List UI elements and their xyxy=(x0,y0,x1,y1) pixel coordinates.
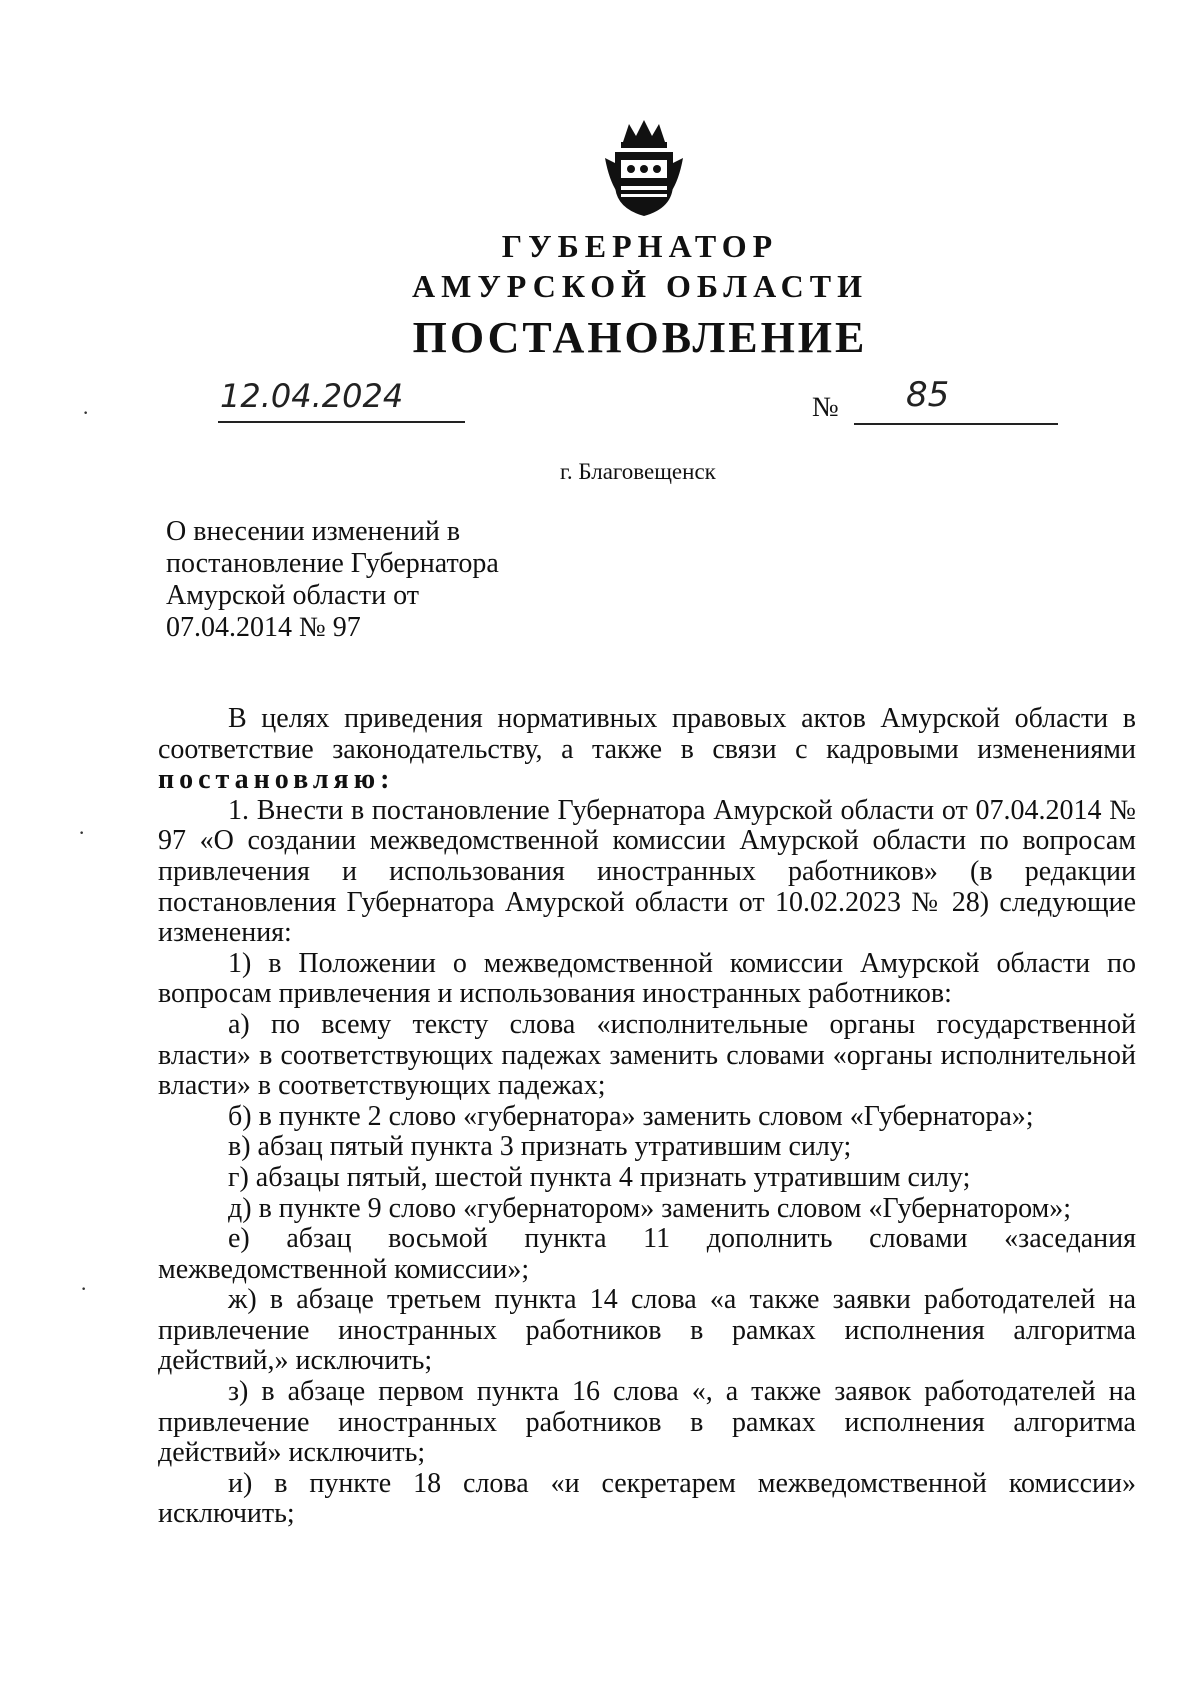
document-subject xyxy=(166,516,499,644)
issuer-region: АМУРСКОЙ ОБЛАСТИ xyxy=(412,268,868,304)
city-label: г. Благовещенск xyxy=(560,459,716,484)
decree-word xyxy=(158,765,1136,796)
decree-keyword: постановляю: xyxy=(158,764,395,796)
handwritten-number: 85 xyxy=(906,375,950,415)
subject-line: Амурской области от xyxy=(166,580,419,611)
issuer-title: ГУБЕРНАТОР xyxy=(501,228,779,264)
scan-dot: · xyxy=(82,400,90,425)
document-body xyxy=(158,704,1136,1530)
clause-1: 1. Внести в постановление Губернатора Амурской области от 07.04.2014 № 97 «О создании межведомственной комиссии Амурской области по вопросам привлечения и использования иностранных работников» (в редакции постановления Губернатора Амурской области от 10.02.2023 № 28) следующие изменения: xyxy=(158,794,1136,949)
number-sign: № xyxy=(812,392,839,423)
subject-line: постановление Губернатора xyxy=(166,548,499,579)
intro-paragraph: В целях приведения нормативных правовых актов Амурской области в соответствие законодательству, а также в связи с кадровыми изменениями xyxy=(158,703,1136,765)
list-item: д) в пункте 9 слово «губернатором» заменить словом «Губернатором»; xyxy=(228,1192,1072,1224)
clause-1-1: 1) в Положении о межведомственной комиссии Амурской области по вопросам привлечения и использования иностранных работников: xyxy=(158,947,1136,1010)
subject-line: О внесении изменений в xyxy=(166,516,461,547)
list-item: в) абзац пятый пункта 3 признать утратившим силу; xyxy=(228,1131,852,1163)
scan-dot: · xyxy=(80,1276,88,1301)
document-type-title: ПОСТАНОВЛЕНИЕ xyxy=(412,313,868,362)
list-item: г) абзацы пятый, шестой пункта 4 признать утратившим силу; xyxy=(228,1161,971,1193)
coat-of-arms-icon xyxy=(603,118,685,218)
list-item: е) абзац восьмой пункта 11 дополнить словами «заседания межведомственной комиссии»; xyxy=(158,1223,1136,1285)
handwritten-date: 12.04.2024 xyxy=(220,377,404,415)
list-item: а) по всему тексту слова «исполнительные органы государственной власти» в соответствующих падежах заменить словами «органы исполнительной власти» в соответствующих падежах; xyxy=(158,1008,1136,1102)
date-field xyxy=(218,377,465,423)
subject-line: 07.04.2014 № 97 xyxy=(166,612,361,643)
scan-dot: · xyxy=(78,820,86,845)
list-item: и) в пункте 18 слова «и секретарем межведомственной комиссии» исключить; xyxy=(158,1467,1136,1530)
list-item: б) в пункте 2 слово «губернатора» заменить словом «Губернатора»; xyxy=(228,1100,1034,1132)
list-item: з) в абзаце первом пункта 16 слова «, а также заявок работодателей на привлечение иностранных работников в рамках исполнения алгоритма действий» исключить; xyxy=(158,1376,1136,1469)
list-item: ж) в абзаце третьем пункта 14 слова «а также заявки работодателей на привлечение иностранных работников в рамках исполнения алгоритма действий,» исключить; xyxy=(158,1284,1136,1377)
number-field xyxy=(854,375,1058,425)
